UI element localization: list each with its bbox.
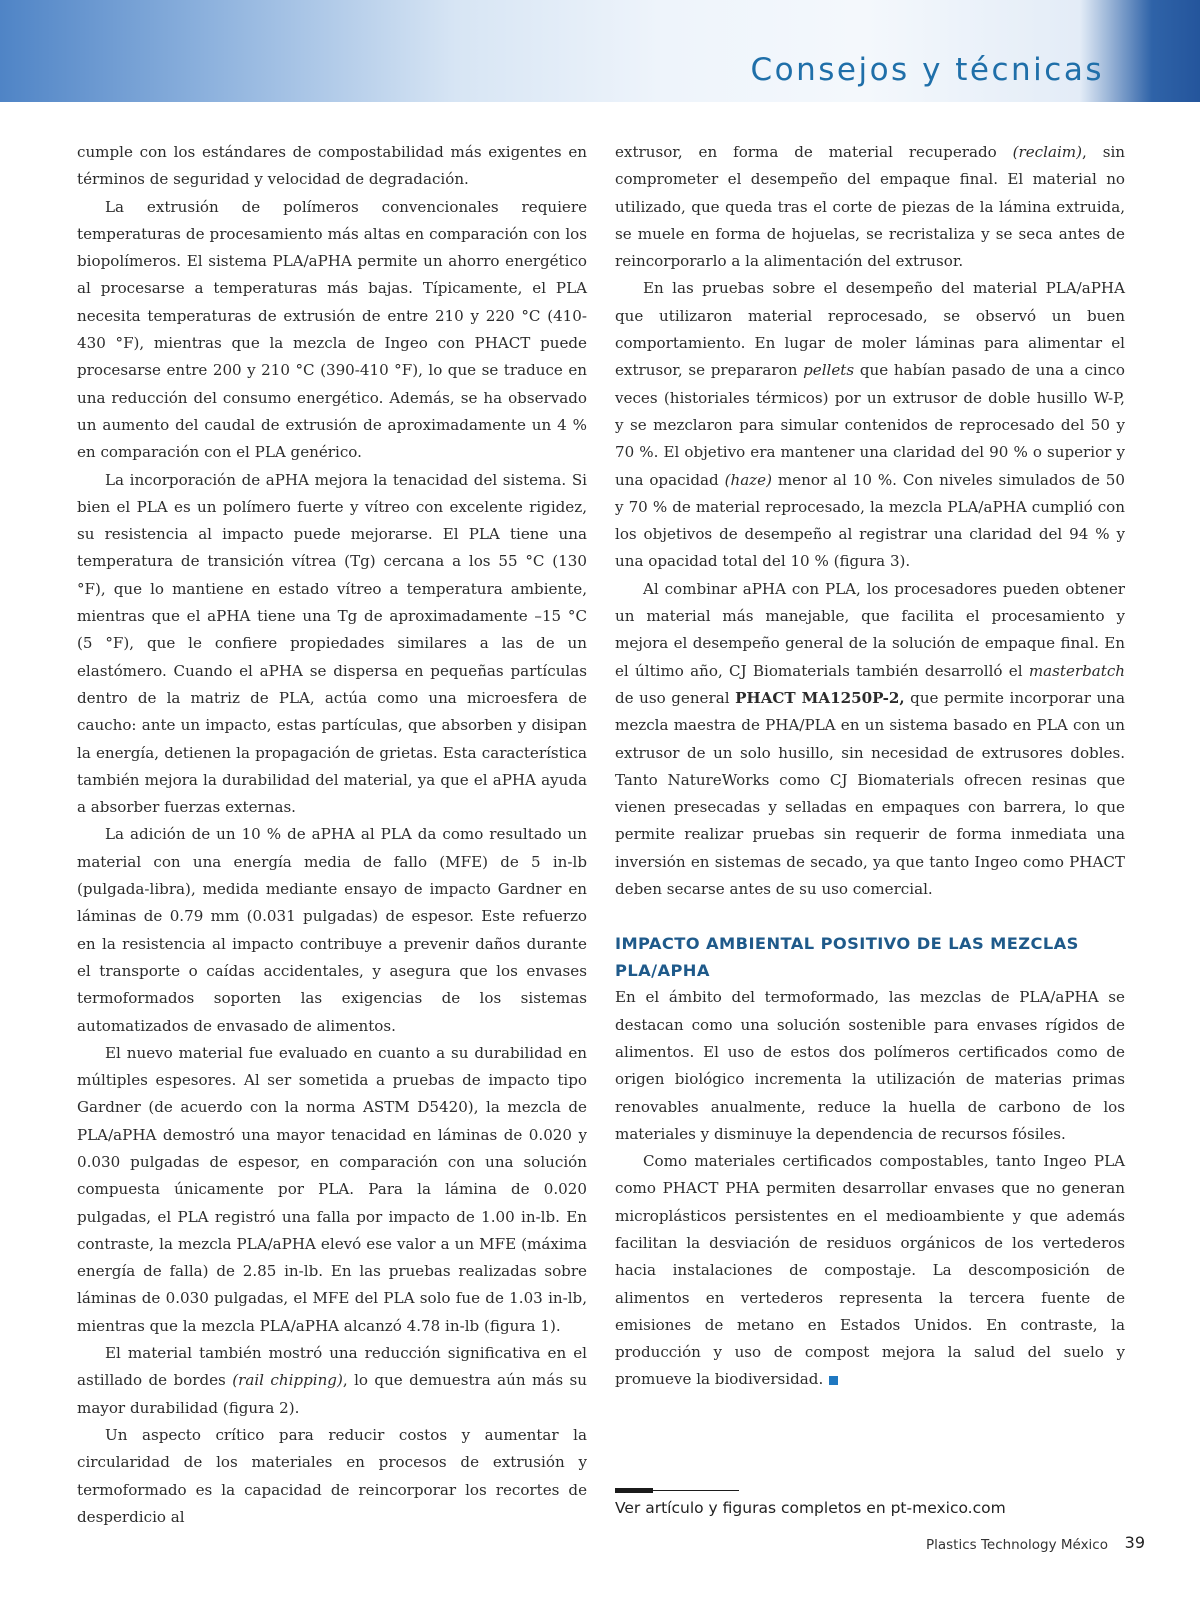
paragraph: [615, 139, 1125, 275]
text-run: menor al 10 %. Con niveles simulados de 50 y 70 % de material reprocesado, la mezcla PLA/aPHA cumplió con los objetivos de desempeño al registrar una claridad del 94 % y una opacidad total del 10 % (figura 3).: [615, 470, 1125, 571]
publication-name: Plastics Technology México: [925, 1537, 1108, 1553]
page-number: 39: [1124, 1533, 1145, 1552]
product-name: PHACT MA1250P-2,: [735, 688, 905, 707]
paragraph: La extrusión de polímeros convencionales requiere temperaturas de procesamiento más altas en comparación con los biopolímeros. El sistema PLA/aPHA permite un ahorro energético al procesarse a temperaturas más bajas. Típicamente, el PLA necesita temperaturas de extrusión de entre 210 y 220 °C (410-430 °F), mientras que la mezcla de Ingeo con PHACT puede procesarse entre 200 y 210 °C (390-410 °F), lo que se traduce en una reducción del consumo energético. Además, se ha observado un aumento del caudal de extrusión de aproximadamente un 4 % en comparación con el PLA genérico.: [77, 197, 587, 462]
text-run: que habían pasado de una a cinco veces (historiales térmicos) por un extrusor de doble husillo W-P, y se mezclaron para simular contenidos de reprocesado del 50 y 70 %. El objetivo era mantener una claridad del 90 % o superior y una opacidad: [615, 361, 1125, 489]
text-run: que permite incorporar una mezcla maestra de PHA/PLA en un sistema basado en PLA con un extrusor de un solo husillo, sin necesidad de extrusores dobles. Tanto NatureWorks como CJ Biomaterials ofrecen resinas que vienen presecadas y selladas en empaques con barrera, lo que permite realizar pruebas sin requerir de forma inmediata una inversión en sistemas de secado, ya que tanto Ingeo como PHACT deben secarse antes de su uso comercial.: [615, 688, 1125, 899]
left-column: [77, 139, 587, 1531]
paragraph: cumple con los estándares de compostabilidad más exigentes en términos de seguridad y velocidad de degradación.: [77, 143, 587, 189]
italic-term: (reclaim): [1012, 143, 1082, 161]
text-run: de uso general: [615, 688, 736, 707]
section-heading: IMPACTO AMBIENTAL POSITIVO DE LAS MEZCLAS PLA/APHA: [615, 934, 1079, 981]
paragraph: El nuevo material fue evaluado en cuanto a su durabilidad en múltiples espesores. Al ser sometida a pruebas de impacto tipo Gardner (de acuerdo con la norma ASTM D5420), la mezcla de PLA/aPHA demostró una mayor tenacidad en láminas de 0.020 y 0.030 pulgadas de espesor, en comparación con una solución compuesta únicamente por PLA. Para la lámina de 0.020 pulgadas, el PLA registró una falla por impacto de 1.00 in-lb. En contraste, la mezcla PLA/aPHA elevó ese valor a un MFE (máxima energía de falla) de 2.85 in-lb. En las pruebas realizadas sobre láminas de 0.030 pulgadas, el MFE del PLA solo fue de 1.03 in-lb, mientras que la mezcla PLA/aPHA alcanzó 4.78 in-lb (figura 1).: [77, 1043, 587, 1335]
article-link-text: Ver artículo y figuras completos en pt-mexico.com: [615, 1499, 1006, 1517]
italic-term: (haze): [724, 470, 772, 489]
article-end-icon: [829, 1376, 838, 1385]
italic-term: (rail chipping): [232, 1371, 343, 1390]
text-run: , sin comprometer el desempeño del empaque final. El material no utilizado, que queda tras el corte de piezas de la lámina extruida, se muele en forma de hojuelas, se recristaliza y se seca antes de reincorporarlo a la alimentación del extrusor.: [615, 143, 1125, 271]
text-run: El material también mostró una reducción significativa en el astillado de bordes: [77, 1344, 587, 1390]
paragraph: [77, 1340, 587, 1422]
paragraph: En el ámbito del termoformado, las mezclas de PLA/aPHA se destacan como una solución sostenible para envases rígidos de alimentos. El uso de estos dos polímeros certificados como de origen biológico incrementa la utilización de materias primas renovables anualmente, reduce la huella de carbono de los materiales y disminuye la dependencia de recursos fósiles.: [615, 988, 1125, 1143]
paragraph: Un aspecto crítico para reducir costos y aumentar la circularidad de los materiales en procesos de extrusión y termoformado es la capacidad de reincorporar los recortes de desperdicio al: [77, 1425, 587, 1526]
italic-term: pellets: [803, 361, 855, 380]
paragraph: La incorporación de aPHA mejora la tenacidad del sistema. Si bien el PLA es un polímero fuerte y vítreo con excelente rigidez, su resistencia al impacto puede mejorarse. El PLA tiene una temperatura de transición vítrea (Tg) cercana a los 55 °C (130 °F), que lo mantiene en estado vítreo a temperatura ambiente, mientras que el aPHA tiene una Tg de aproximadamente –15 °C (5 °F), que le confiere propiedades similares a las de un elastómero. Cuando el aPHA se dispersa en pequeñas partículas dentro de la matriz de PLA, actúa como una microesfera de caucho: ante un impacto, estas partículas, que absorben y disipan la energía, detienen la propagación de grietas. Esta característica también mejora la durabilidad del material, ya que el aPHA ayuda a absorber fuerzas externas.: [77, 470, 587, 817]
text-run: Al combinar aPHA con PLA, los procesadores pueden obtener un material más manejable, que facilita el procesamiento y mejora el desempeño general de la solución de empaque final. En el último año, CJ Biomaterials también desarrolló el: [615, 579, 1125, 680]
paragraph: [615, 275, 1125, 575]
paragraph: [615, 576, 1125, 904]
text-run: En las pruebas sobre el desempeño del material PLA/aPHA que utilizaron material reprocesado, se observó un buen comportamiento. En lugar de moler láminas para alimentar el extrusor, se prepararon: [615, 279, 1125, 380]
right-column: [615, 139, 1125, 1394]
paragraph: [615, 1148, 1125, 1394]
italic-term: masterbatch: [1028, 661, 1125, 680]
paragraph: La adición de un 10 % de aPHA al PLA da como resultado un material con una energía media de fallo (MFE) de 5 in-lb (pulgada-libra), medida mediante ensayo de impacto Gardner en láminas de 0.79 mm (0.031 pulgadas) de espesor. Este refuerzo en la resistencia al impacto contribuye a prevenir daños durante el transporte o caídas accidentales, y asegura que los envases termoformados soporten las exigencias de los sistemas automatizados de envasado de alimentos.: [77, 825, 587, 1035]
text-run: extrusor, en forma de material recuperado: [615, 143, 1013, 161]
text-run: , lo que demuestra aún más su mayor durabilidad (figura 2).: [77, 1371, 588, 1417]
footnote-rule-thin: [653, 1490, 739, 1491]
section-title: Consejos y técnicas: [750, 52, 1104, 88]
text-run: Como materiales certificados compostables, tanto Ingeo PLA como PHACT PHA permiten desarrollar envases que no generan microplásticos persistentes en el medioambiente y que además facilitan la desviación de residuos orgánicos de los vertederos hacia instalaciones de compostaje. La descomposición de alimentos en vertederos representa la tercera fuente de emisiones de metano en Estados Unidos. En contraste, la producción y uso de compost mejora la salud del suelo y promueve la biodiversidad.: [615, 1152, 1125, 1389]
footnote-rule-thick: [615, 1488, 653, 1493]
